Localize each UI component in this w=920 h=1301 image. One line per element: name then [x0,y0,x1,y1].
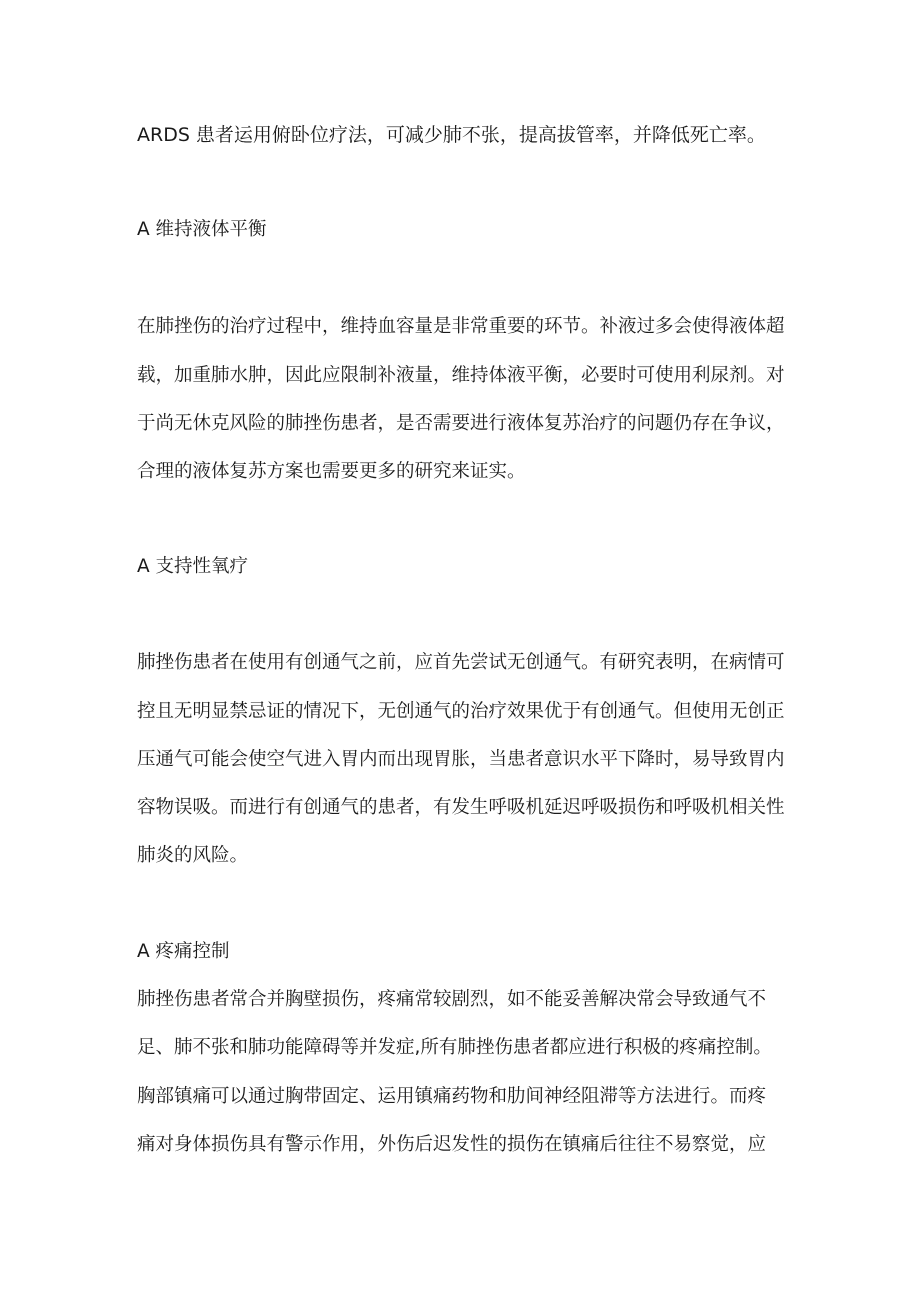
paragraph-line: 合理的液体复苏方案也需要更多的研究来证实。 [137,461,526,482]
paragraph-line: 胸部镇痛可以通过胸带固定、运用镇痛药物和肋间神经阻滞等方法进行。而疼 [137,1086,767,1107]
paragraph-line: 痛对身体损伤具有警示作用，外伤后迟发性的损伤在镇痛后往往不易察觉，应 [137,1134,767,1155]
paragraph-line: 肺炎的风险。 [137,845,249,866]
section-heading: A 维持液体平衡 [137,219,267,240]
paragraph-line: 控且无明显禁忌证的情况下，无创通气的治疗效果优于有创通气。但使用无创正 [137,701,785,722]
paragraph-line: 肺挫伤患者常合并胸壁损伤，疼痛常较剧烈，如不能妥善解决常会导致通气不 [137,989,767,1010]
paragraph-line: 足、肺不张和肺功能障碍等并发症,所有肺挫伤患者都应进行积极的疼痛控制。 [137,1037,772,1058]
paragraph-line: 在肺挫伤的治疗过程中，维持血容量是非常重要的环节。补液过多会使得液体超 [137,316,785,337]
paragraph-line: 于尚无休克风险的肺挫伤患者，是否需要进行液体复苏治疗的问题仍存在争议， [137,413,785,434]
paragraph-line: ARDS 患者运用俯卧位疗法，可减少肺不张，提高拔管率，并降低死亡率。 [137,124,766,146]
paragraph-line: 压通气可能会使空气进入胃内而出现胃胀，当患者意识水平下降时，易导致胃内 [137,749,785,770]
section-heading: A 支持性氧疗 [137,556,249,577]
paragraph-line: 肺挫伤患者在使用有创通气之前，应首先尝试无创通气。有研究表明，在病情可 [137,652,785,673]
paragraph-line: 容物误吸。而进行有创通气的患者，有发生呼吸机延迟呼吸损伤和呼吸机相关性 [137,797,785,818]
paragraph-line: 载，加重肺水肿，因此应限制补液量，维持体液平衡，必要时可使用利尿剂。对 [137,365,785,386]
section-heading: A 疼痛控制 [137,941,230,962]
